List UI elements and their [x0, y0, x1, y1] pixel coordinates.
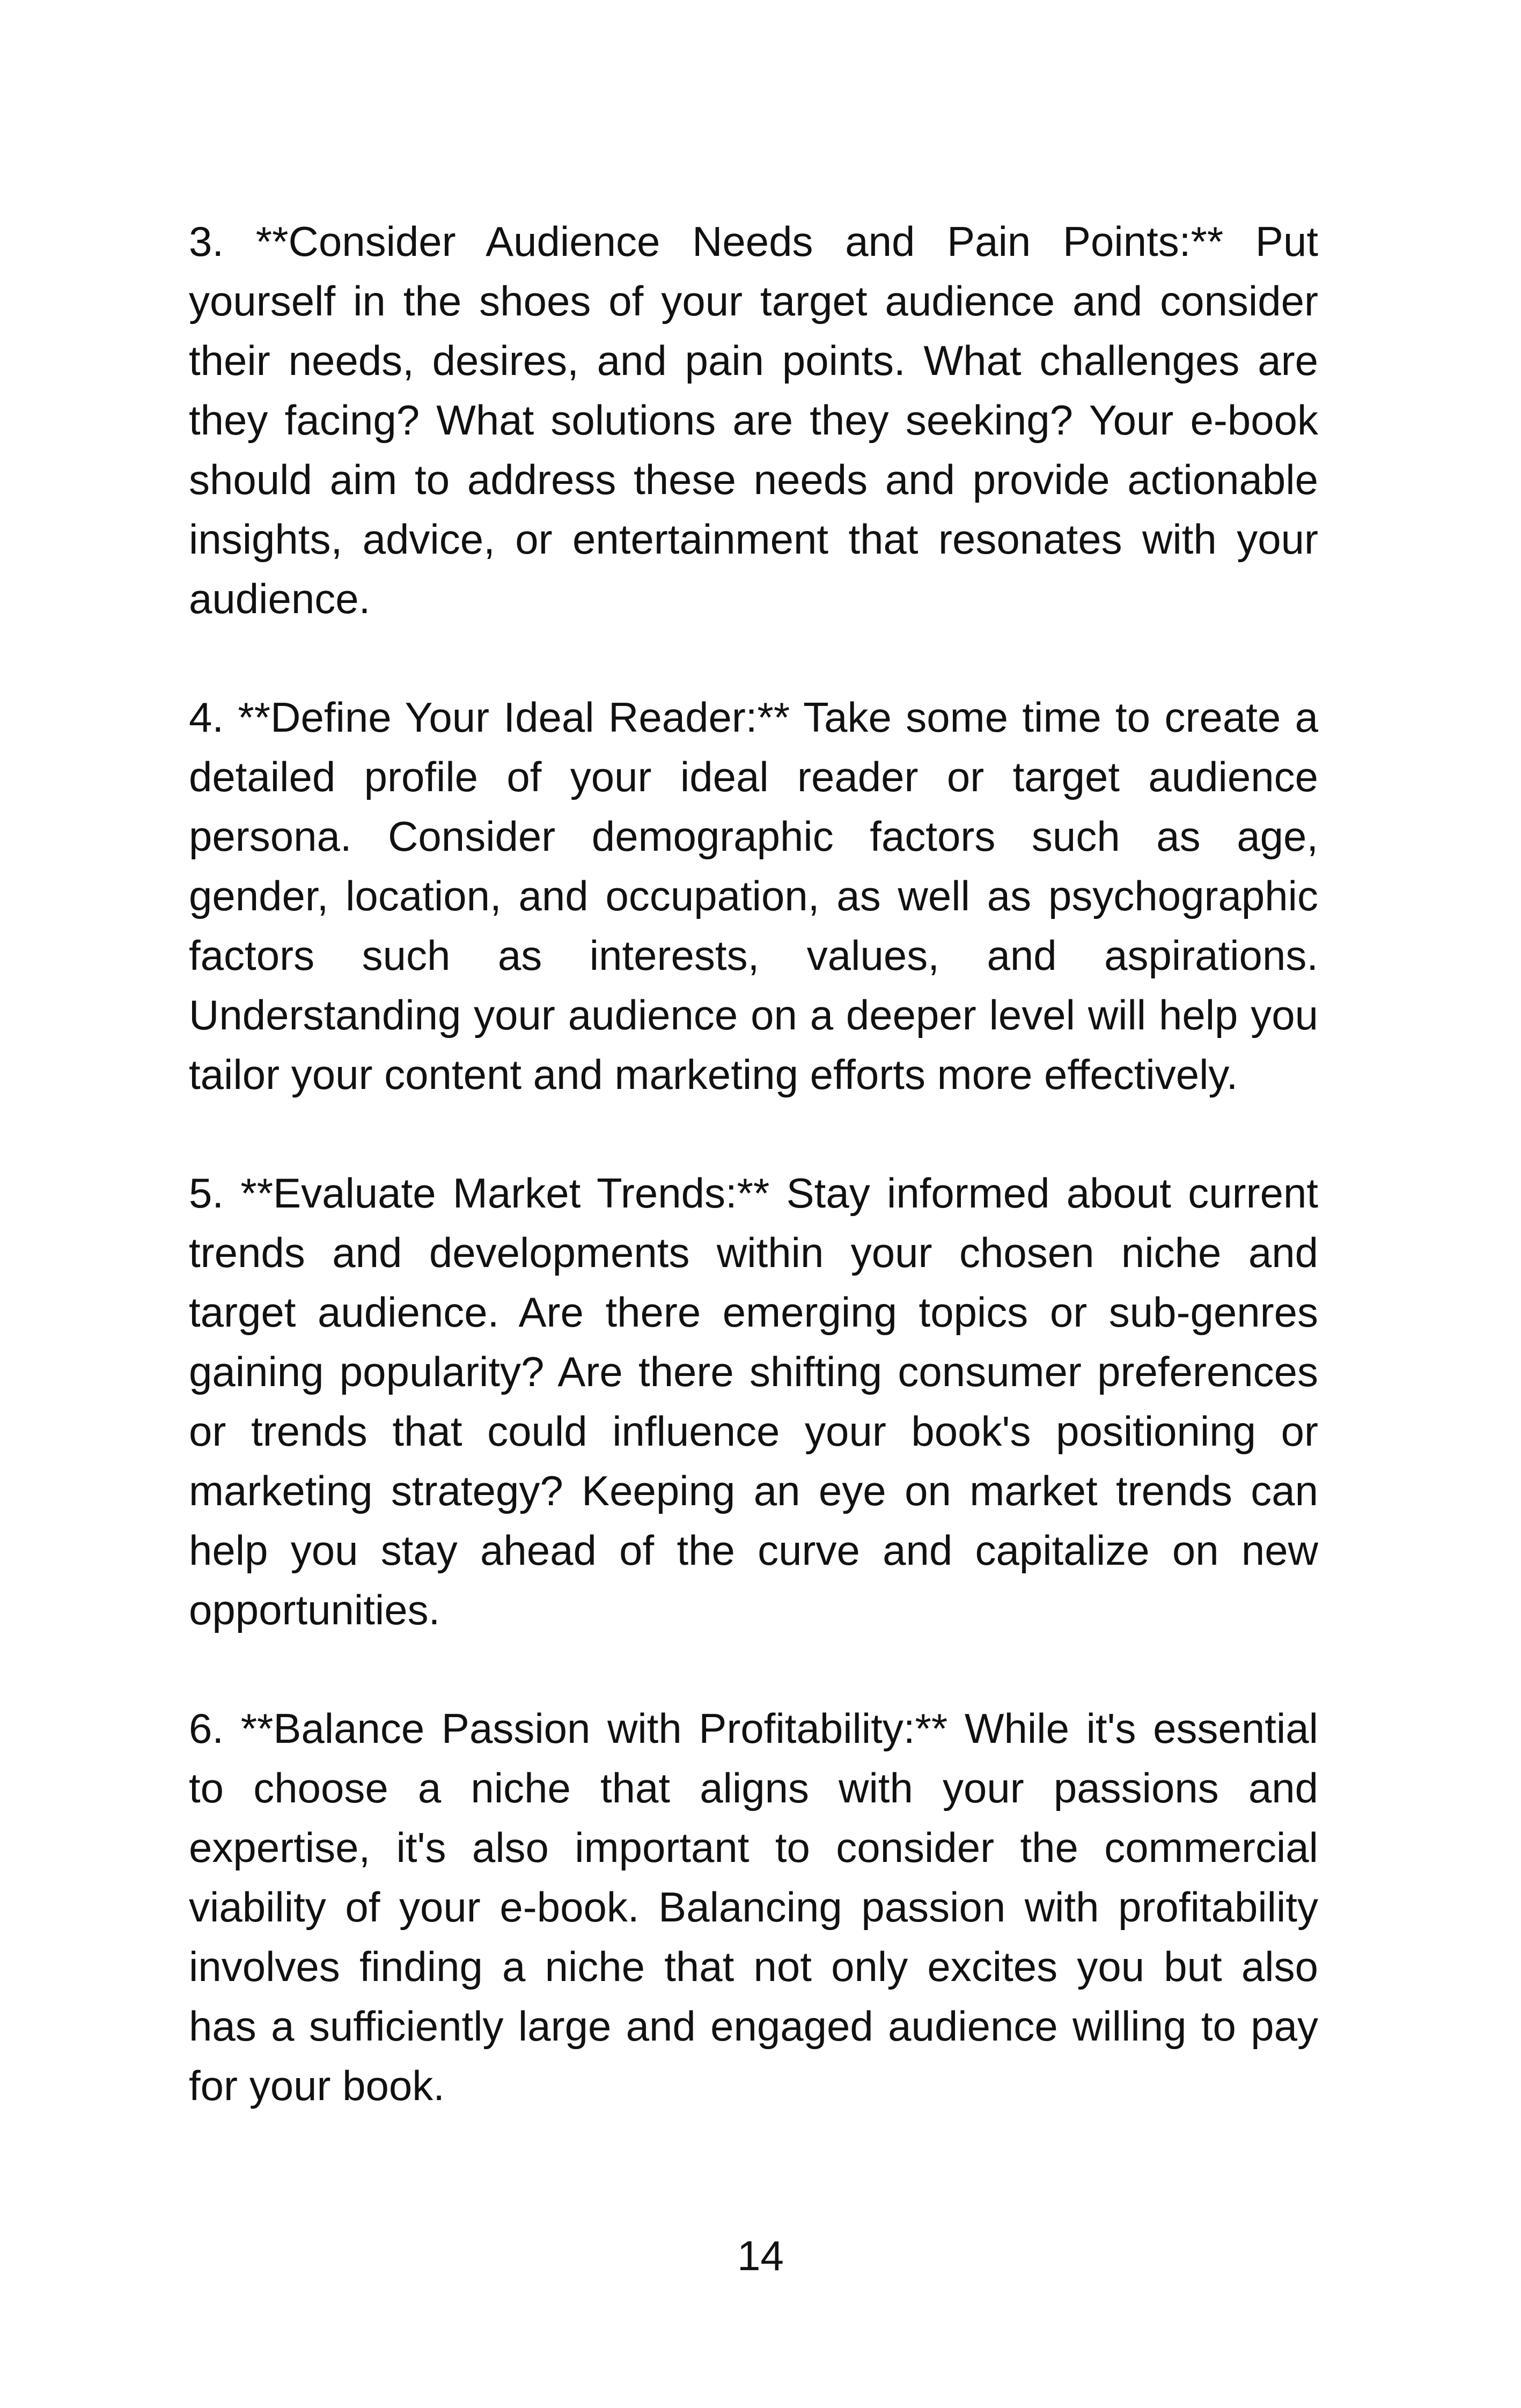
paragraph-balance-passion-profitability: 6. **Balance Passion with Profitability:** While it's essential to choose a niche that aligns with your passions and expertise, it's also important to consider the commercial viability of your e-book. Balancing passion with profitability involves finding a niche that not only excites you but also has a sufficiently large and engaged audience willing to pay for your book.: [189, 1705, 1318, 2109]
body-text: [189, 212, 1318, 2116]
paragraph-define-ideal-reader: 4. **Define Your Ideal Reader:** Take some time to create a detailed profile of your ideal reader or target audience persona. Consider demographic factors such as age, gender, location, and occupation, as well as psychographic factors such as interests, values, and aspirations. Understanding your audience on a deeper level will help you tailor your content and marketing efforts more effectively.: [189, 694, 1318, 1098]
paragraph-evaluate-market-trends: 5. **Evaluate Market Trends:** Stay informed about current trends and developments within your chosen niche and target audience. Are there emerging topics or sub-genres gaining popularity? Are there shifting consumer preferences or trends that could influence your book's positioning or marketing strategy? Keeping an eye on market trends can help you stay ahead of the curve and capitalize on new opportunities.: [189, 1169, 1318, 1633]
paragraph-consider-audience-needs: 3. **Consider Audience Needs and Pain Points:** Put yourself in the shoes of your target audience and consider their needs, desires, and pain points. What challenges are they facing? What solutions are they seeking? Your e-book should aim to address these needs and provide actionable insights, advice, or entertainment that resonates with your audience.: [189, 218, 1318, 622]
page-number: 14: [737, 2232, 784, 2279]
